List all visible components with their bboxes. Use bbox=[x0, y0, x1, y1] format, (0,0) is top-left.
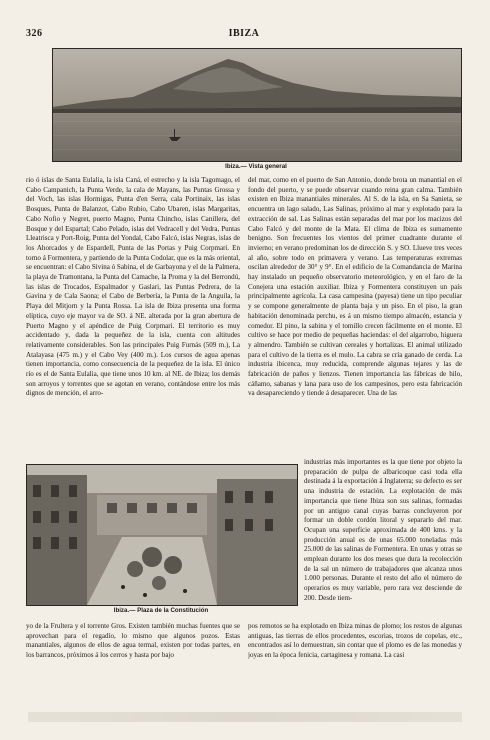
text-column-left bbox=[26, 176, 240, 464]
text-column-right-lower bbox=[304, 458, 462, 624]
paragraph-right-lower: industrias más importantes es la que tiene por objeto la preparación de pulpa de albaricoque casi toda ella destinada á la exportación á Inglaterra; su defecto es ser una industria de estación. La explotación de más importancia que tiene Ibiza son sus salinas, formadas por un antiguo canal cuyas barras concluyeron por formar un doble cordón litoral y separarlo del mar. Ocupan una superficie aproximada de 400 kms. y la producción anual es de unas 65.000 toneladas más 25.000 de las salinas de Formentera. En unas y otras se emplean durante los dos meses que dura la recolección de la sal un número de trabajadores que alcanza unos 1.000 personas. Durante el resto del año el número de operarios es muy variable, pero rara vez desciende de 200. Desde tiem- bbox=[304, 458, 462, 602]
paragraph-left: rio ó islas de Santa Eulalia, la isla Caná, el estrecho y la isla Tagomago, el Cabo Campanich, la Punta Verde, la cala de Mayans, las Puntas Grossa y del Voch, las islas Hormigas, Punta d'en Serra, cala Portinaix, las islas Bosques, Punta de Balanzot, Cabo Rubio, Cabo Ubaren, islas Margaritas, Cabo Nofio y Negret, puerto Magno, Punta Chincho, islas Canillera, del Bosque y del Espartal; Cabo Pelado, islas del Vedracell y del Vedra, Puntas Lleatrisca y Port-Roig, Punta del Yondal, Cabo Falcó, islas Negras, islas de los Ahorcados y de Espardell, Punta de las Portas y Puig Corpmari. En torno á Formentera, y partiendo de la Punta Codolar, que es la más oriental, se encuentran: el Cabo Sivina ó Sabina, el de Garbayona y el de la Palmera, la playa de Tramontana, la Punta del Camache, la Proma y la del Berrondú, las islas de Trocados, Espalmador y Gaslari, las Puntas Pedrera, de la Gavina y de Cala Saona; el Cabo de Berbería, la Punta de la Anguila, la Playa del Mitjorn y la Punta Rossa. La isla de Ibiza presenta una forma elíptica, cuyo eje mayor va de SO. á NE. alterada por la gran abertura de Puerto Magno y el apéndice de Puig Corpmari. El territorio es muy accidentado y, dada la pequeñez de la isla, cuenta con altitudes relativamente considerables. Son las principales Puig Furnás (509 m.), La Atalayasa (475 m.) y el Cabo Vey (400 m.). Los cursos de agua apenas tienen importancia, como consecuencia de la pequeñez de la isla. El único río es el de Santa Eulalia, que tiene unos 10 km. al NE. de Ibiza; los demás son arroyos y torrentes que se agotan en verano, contándose entre los más dignos de mención, el arro- bbox=[26, 176, 240, 398]
photo-ibiza-general-view-graphic bbox=[53, 49, 461, 161]
paragraph-bottom-left: yo de la Frultera y el torrente Gros. Existen también muchas fuentes que se aprovechan para el regadío, lo mismo que algunos pozos. Estas manantiales, algunos de ellos de agua termal, existen por todas partes, en los barrancos, próximos á los cerros y hasta por bajo bbox=[26, 622, 240, 660]
paragraph-right: del mar, como en el puerto de San Antonio, donde brota un manantial en el fondo del puerto, y se puede observar cuando reina gran calma. También existen en Ibiza manantiales minerales. Al S. de la isla, en Sa Sanieta, se encuentra un lago salado, Las Salinas, próximo al mar y explotado para la extracción de sal. Las Salinas están separadas del mar por los macizos del Cabo Falcó y del monte de la Mata. El clima de Ibiza es sumamente benigno. Son frecuentes los vientos del primer cuadrante durante el invierno; en verano predominan los de dirección S. y SO. Llueve tres veces al año, sobre todo en primavera y verano. Las temperaturas extremas oscilan alrededor de 30° y 9°. En el edificio de la Comandancia de Marina hay instalado un pequeño observatorio meteorológico, y en el faro de la Conejera una estación auxiliar. Ibiza y Formentera constituyen un país principalmente agrícola. La casa campesina (payesa) tiene un tipo peculiar y se compone generalmente de planta baja y un piso. En el piso, la gran habitación denominada perchu, es á un mismo tiempo almacén, estancia y comedor. El pino, la sabina y el tomillo crecen fácilmente en el monte. El cultivo se hace por medio de pequeñas haciendas: el del algarrobo, higuera y almendro. También se cultivan cereales y hortalizas. El animal utilizado para el cultivo de la tierra es el mulo. La cabra se cría ganado de cerda. La industria ibicenca, muy reducida, comprende algunas tejares y las de fabricación de paños y lienzos. Tienen importancia las fábricas de hilo, cáñamo, sabanas y lana para uso de los campesinos, pero esta fabricación va desapareciendo y tiende á desaparecer. Una de las bbox=[248, 176, 462, 398]
text-column-bottom-right bbox=[248, 622, 462, 700]
photo-plaza-constitucion-graphic bbox=[27, 465, 297, 605]
text-column-right bbox=[248, 176, 462, 458]
photo-caption-top: Ibiza.— Vista general bbox=[225, 163, 287, 170]
page-bottom-edge bbox=[28, 712, 462, 722]
page-number: 326 bbox=[26, 28, 43, 39]
photo-caption-bottom: Ibiza.— Plaza de la Constitución bbox=[113, 607, 209, 614]
photo-plaza-constitucion bbox=[26, 464, 298, 606]
photo-ibiza-general-view bbox=[52, 48, 462, 162]
page-title: IBIZA bbox=[228, 28, 260, 39]
text-column-bottom-left bbox=[26, 622, 240, 700]
paragraph-bottom-right: pos remotos se ha explotado en Ibiza minas de plomo; los restos de algunas antiguas, las tierras de ellos procedentes, escorias, trozos de copelas, etc., encontrados así lo demuestran, sin contar que el plomo es de las monedas y joyas en la época fenicia, cartaginesa y romana. La casi bbox=[248, 622, 462, 660]
running-header bbox=[26, 28, 462, 42]
